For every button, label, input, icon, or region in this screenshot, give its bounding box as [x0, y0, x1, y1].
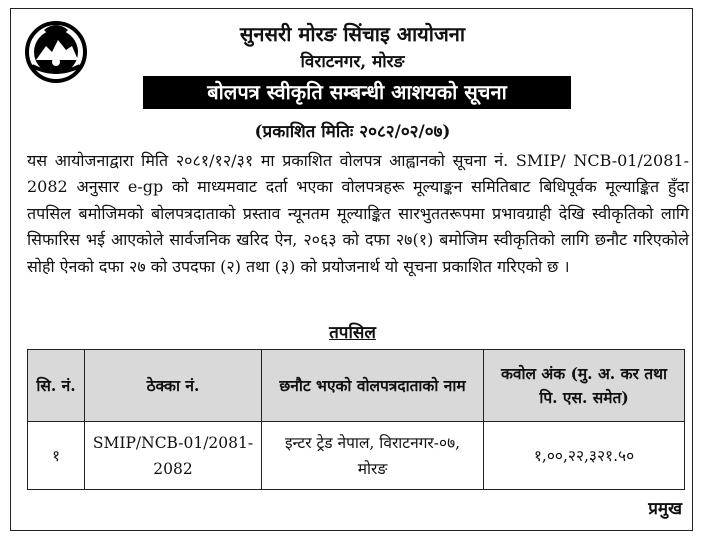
notice-body-paragraph: यस आयोजनाद्वारा मिति २०८१/१२/३१ मा प्रकाशित वोलपत्र आह्वानको सूचना नं. SMIP/ NCB-01/2081-2082 अनुसार e-gp को माध्यमवाट दर्ता भएका वोलपत्रहरू मूल्याङ्कन समितिबाट बिधिपूर्वक मूल्याङ्कित हुँदा तपसिल बमोजिमको बोलपत्रदाताको प्रस्ताव न्यूनतम मूल्याङ्कित सारभुततरूपमा प्रभावग्राही देखि स्वीकृतिको लागि सिफारिस भई आएकोले सार्वजनिक खरिद ऐन, २०६३ को दफा २७(१) बमोजिम स्वीकृतिको लागि छनौट गरिएकोले सोही ऐनको दफा २७ को उपदफा (२) तथा (३) को प्रयोजनार्थ यो सूचना प्रकाशित गरिएको छ ।: [27, 151, 689, 276]
cell-contract-no: SMIP/NCB-01/2081-2082: [85, 422, 262, 490]
cell-bidder-name: इन्टर ट्रेड नेपाल, विराटनगर-०७, मोरङ: [262, 422, 484, 490]
header-sn: सि. नं.: [28, 350, 85, 422]
notice-title-banner: बोलपत्र स्वीकृति सम्बन्धी आशयको सूचना: [143, 76, 571, 109]
cell-bid-amount: १,००,२२,३२१.५०: [484, 422, 685, 490]
header-bidder-name: छनौट भएको वोलपत्रदाताको नाम: [262, 350, 484, 422]
office-address: विराटनगर, मोरङ: [300, 52, 405, 72]
table-heading: तपसिल: [329, 323, 376, 343]
table-header-row: [28, 350, 685, 422]
header-bid-amount: कवोल अंक (मु. अ. कर तथा पि. एस. समेत): [484, 350, 685, 422]
office-name: सुनसरी मोरङ सिंचाइ आयोजना: [239, 22, 466, 46]
bid-details-table: [27, 349, 685, 490]
header-contract-no: ठेक्का नं.: [85, 350, 262, 422]
cell-sn: १: [28, 422, 85, 490]
signature-label: प्रमुख: [648, 499, 682, 519]
published-date: (प्रकाशित मितिः २०८२/०२/०७): [254, 122, 451, 142]
table-row: [28, 422, 685, 490]
